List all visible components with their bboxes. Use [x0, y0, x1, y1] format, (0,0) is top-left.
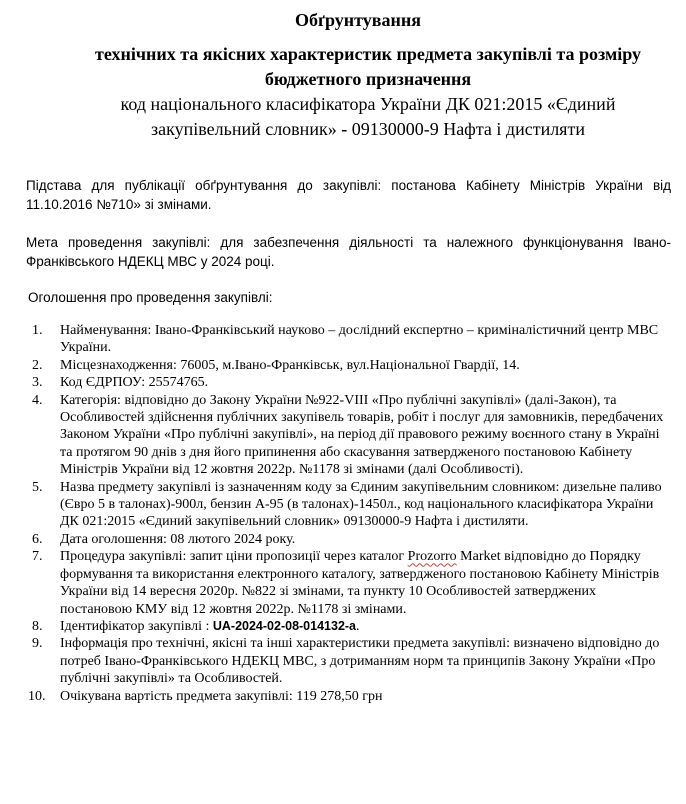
announcement-list [26, 322, 666, 705]
list-item-text: Дата оголошення: 08 лютого 2024 року. [60, 531, 296, 547]
classifier-code-line-2 [20, 117, 676, 142]
list-item [26, 322, 666, 357]
classifier-code-line-1: код національного класифікатора України ДК 021:2015 «Єдиний [120, 94, 616, 114]
classifier-code-dash: - [336, 119, 352, 139]
document-subtitle-line-2: бюджетного призначення [264, 69, 472, 89]
list-item [26, 635, 666, 687]
list-item-number: 8. [32, 618, 43, 634]
list-item [26, 531, 666, 548]
list-item-number: 1. [32, 323, 43, 338]
list-item [26, 548, 666, 618]
procurement-identifier: UA-2024-02-08-014132-a [212, 618, 357, 633]
list-item-text: Код ЄДРПОУ: 25574765. [60, 375, 209, 391]
announcement-heading: Оголошення про проведення закупівлі: [28, 290, 273, 305]
classifier-code-value: 09130000-9 Нафта і дистиляти [351, 119, 585, 139]
list-item-text [60, 549, 659, 616]
list-item-text: Інформація про технічні, якісні та інші характеристики предмета закупівлі: визначено відповідно до потреб Івано-Франківського НДЕКЦ МВС, з дотриманням норм та принципів Закону України «Про публічні закупівлі» та Особливостей. [60, 636, 660, 687]
list-item-number: 5. [32, 479, 43, 495]
list-item [26, 374, 666, 391]
procedure-text-end: Market відповідно до Порядку формування та використання електронного каталогу, затвердженого постановою Кабінету Міністрів України від 14 вересня 2020р. №822 зі змінами, та пункту 10 Особливостей затверджених постановою КМУ від 12 жовтня 2022р. №1178 зі змінами. [60, 549, 660, 617]
list-item-text: Місцезнаходження: 76005, м.Івано-Франківськ, вул.Національної Гвардії, 14. [60, 357, 520, 373]
list-item-number: 4. [32, 392, 43, 408]
identifier-period: . [356, 618, 360, 634]
list-item-number: 7. [32, 549, 43, 565]
list-item-text: Назва предмету закупівлі із зазначенням коду за Єдиним закупівельним словником: дизельне паливо (Євро 5 в талонах)-900л, бензин А-95 (в талонах)-1450л., код національного класифікатора України ДК 021:2015 «Єдиний закупівельний словник» 09130000-9 Нафта і дистиляти. [60, 479, 662, 530]
document-header [20, 8, 676, 142]
list-item-text: Найменування: Івано-Франківський науково – дослідний експертно – криміналістичний центр МВС України. [60, 323, 659, 356]
list-item-text: Очікувана вартість предмета закупівлі: 119 278,50 грн [60, 688, 383, 704]
classifier-code-prefix: закупівельний словник» [151, 119, 337, 139]
list-item [26, 357, 666, 374]
document-subtitle-line-1: технічних та якісних характеристик предмета закупівлі та розміру [94, 44, 641, 64]
list-item-text [60, 619, 360, 634]
procedure-text-start: Процедура закупівлі: запит ціни пропозиції через каталог [60, 549, 408, 565]
list-item [26, 392, 666, 479]
purpose-paragraph: Мета проведення закупівлі: для забезпечення діяльності та належного функціонування Івано-Франківського НДЕКЦ МВС у 2024 році. [26, 235, 671, 269]
list-item-text: Категорія: відповідно до Закону України №922-VIII «Про публічні закупівлі» (далі-Закон), та Особливостей здійснення публічних закупівель товарів, робіт і послуг для замовників, передбачених Законом України «Про публічні закупівлі», на період дії правового режиму воєнного стану в Україні та протягом 90 днів з дня його припинення або скасування затвердженого постановою Кабінету Міністрів України від 12 жовтня 2022р. №1178 зі змінами (далі Особливості). [60, 392, 664, 478]
identifier-label: Ідентифікатор закупівлі : [60, 618, 213, 634]
list-item-number: 9. [32, 636, 43, 652]
list-item [26, 618, 666, 635]
list-item-number: 2. [32, 357, 43, 373]
spellcheck-word: Prozorro [407, 549, 457, 565]
list-item-number: 6. [32, 531, 43, 547]
document-title: Обґрунтування [295, 10, 421, 30]
list-item [26, 479, 666, 531]
list-item-number: 10. [28, 688, 46, 704]
list-item-number: 3. [32, 375, 43, 391]
basis-paragraph: Підстава для публікації обґрунтування до закупівлі: постанова Кабінету Міністрів України від 11.10.2016 №710» зі змінами. [26, 178, 671, 212]
list-item [26, 688, 666, 705]
